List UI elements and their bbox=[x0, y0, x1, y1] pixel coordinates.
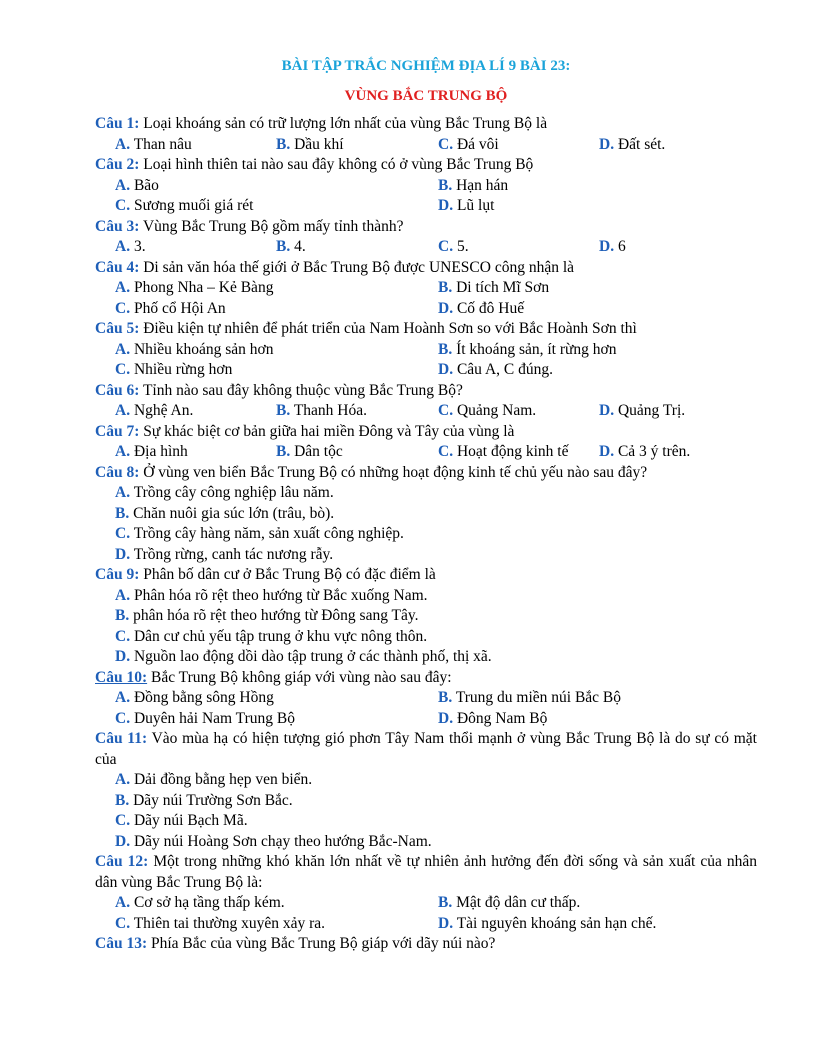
document-page bbox=[95, 56, 757, 955]
question-9 bbox=[95, 565, 757, 586]
option-c: C. Trồng cây hàng năm, sản xuất công nghiệp. bbox=[115, 525, 404, 542]
question-label: Câu 13: bbox=[95, 935, 148, 952]
question-label: Câu 11: bbox=[95, 730, 148, 747]
option-c: C. 5. bbox=[438, 238, 469, 255]
question-text: Sự khác biệt cơ bản giữa hai miền Đông và Tây của vùng là bbox=[143, 422, 515, 440]
options-4 bbox=[95, 278, 757, 319]
option-b: B. Hạn hán bbox=[438, 176, 509, 194]
option-a: A. Bão bbox=[115, 176, 159, 194]
option-b: B. phân hóa rõ rệt theo hướng từ Đông sang Tây. bbox=[115, 607, 419, 624]
option-d: D. Cả 3 ý trên. bbox=[599, 443, 691, 460]
option-b: B. Chăn nuôi gia súc lớn (trâu, bò). bbox=[115, 504, 335, 522]
options-8 bbox=[95, 483, 757, 565]
question-12 bbox=[95, 852, 757, 893]
options-6 bbox=[95, 401, 757, 422]
question-10 bbox=[95, 668, 757, 689]
question-text: Tỉnh nào sau đây không thuộc vùng Bắc Trung Bộ? bbox=[142, 381, 463, 399]
question-text: Phân bố dân cư ở Bắc Trung Bộ có đặc điểm là bbox=[143, 566, 436, 583]
option-c: C. Quảng Nam. bbox=[438, 402, 537, 419]
question-text: Vùng Bắc Trung Bộ gồm mấy tỉnh thành? bbox=[142, 217, 404, 235]
question-13 bbox=[95, 934, 757, 955]
option-a: A. Nghệ An. bbox=[115, 402, 194, 419]
option-b: B. Dãy núi Trường Sơn Bắc. bbox=[115, 791, 293, 809]
options-3 bbox=[95, 237, 757, 258]
question-label: Câu 9: bbox=[95, 566, 140, 583]
option-c: C. Nhiều rừng hơn bbox=[115, 361, 233, 378]
options-12 bbox=[95, 893, 757, 934]
question-label: Câu 7: bbox=[95, 422, 140, 440]
option-c: C. Phố cổ Hội An bbox=[115, 299, 226, 317]
option-b: B. Trung du miền núi Bắc Bộ bbox=[438, 689, 622, 706]
option-b: B. Dân tộc bbox=[276, 443, 343, 460]
option-c: C. Hoạt động kinh tế bbox=[438, 443, 569, 460]
question-1 bbox=[95, 114, 757, 135]
option-c: C. Đá vôi bbox=[438, 135, 499, 153]
options-11 bbox=[95, 770, 757, 852]
option-b: B. Mật độ dân cư thấp. bbox=[438, 894, 581, 911]
question-2 bbox=[95, 155, 757, 176]
question-text: Di sản văn hóa thế giới ở Bắc Trung Bộ được UNESCO công nhận là bbox=[143, 258, 575, 276]
question-text: Bắc Trung Bộ không giáp với vùng nào sau đây: bbox=[150, 668, 452, 686]
option-a: A. Nhiều khoáng sản hơn bbox=[115, 340, 274, 358]
question-label: Câu 12: bbox=[95, 853, 149, 870]
question-text: Vào mùa hạ có hiện tượng gió phơn Tây Nam thổi mạnh ở vùng Bắc Trung Bộ là do sự có mặt của bbox=[95, 730, 757, 768]
question-label: Câu 8: bbox=[95, 463, 140, 481]
option-a: A. Cơ sở hạ tầng thấp kém. bbox=[115, 894, 285, 911]
question-label: Câu 4: bbox=[95, 258, 140, 276]
question-label: Câu 6: bbox=[95, 381, 140, 399]
document-subtitle: VÙNG BẮC TRUNG BỘ bbox=[344, 88, 508, 104]
question-4 bbox=[95, 258, 757, 279]
option-d: D. Tài nguyên khoáng sản hạn chế. bbox=[438, 914, 657, 932]
option-a: A. Trồng cây công nghiệp lâu năm. bbox=[115, 484, 334, 501]
option-b: B. Thanh Hóa. bbox=[276, 402, 367, 419]
option-c: C. Dãy núi Bạch Mã. bbox=[115, 812, 248, 829]
option-b: B. Ít khoáng sản, ít rừng hơn bbox=[438, 340, 617, 358]
option-a: A. Dải đồng bằng hẹp ven biển. bbox=[115, 771, 313, 788]
question-8 bbox=[95, 463, 757, 484]
option-c: C. Dân cư chủ yếu tập trung ở khu vực nông thôn. bbox=[115, 627, 428, 645]
option-a: A. Đồng bằng sông Hồng bbox=[115, 689, 274, 706]
document-title: BÀI TẬP TRẮC NGHIỆM ĐỊA LÍ 9 BÀI 23: bbox=[281, 58, 571, 74]
question-6 bbox=[95, 381, 757, 402]
option-b: B. 4. bbox=[276, 238, 306, 255]
option-d: D. Nguồn lao động dồi dào tập trung ở các thành phố, thị xã. bbox=[115, 648, 492, 665]
option-a: A. 3. bbox=[115, 238, 146, 255]
option-d: D. Quảng Trị. bbox=[599, 402, 686, 419]
option-b: B. Di tích Mĩ Sơn bbox=[438, 279, 550, 296]
question-7 bbox=[95, 422, 757, 443]
options-10 bbox=[95, 688, 757, 729]
options-7 bbox=[95, 442, 757, 463]
option-c: C. Thiên tai thường xuyên xảy ra. bbox=[115, 914, 326, 932]
option-d: D. 6 bbox=[599, 238, 626, 255]
question-text: Điều kiện tự nhiên để phát triển của Nam Hoành Sơn so với Bắc Hoành Sơn thì bbox=[143, 320, 637, 337]
options-2 bbox=[95, 176, 757, 217]
option-d: D. Đông Nam Bộ bbox=[438, 709, 548, 727]
option-a: A. Địa hình bbox=[115, 443, 188, 460]
option-c: C. Duyên hải Nam Trung Bộ bbox=[115, 709, 295, 727]
option-d: D. Dãy núi Hoàng Sơn chạy theo hướng Bắc-Nam. bbox=[115, 832, 432, 850]
option-d: D. Lũ lụt bbox=[438, 197, 495, 214]
question-text: Ở vùng ven biển Bắc Trung Bộ có những hoạt động kinh tế chủ yếu nào sau đây? bbox=[143, 463, 648, 481]
question-3 bbox=[95, 217, 757, 238]
option-a: A. Phân hóa rõ rệt theo hướng từ Bắc xuống Nam. bbox=[115, 586, 428, 604]
question-text: Loại hình thiên tai nào sau đây không có ở vùng Bắc Trung Bộ bbox=[143, 156, 534, 173]
option-d: D. Câu A, C đúng. bbox=[438, 361, 553, 378]
option-d: D. Đất sét. bbox=[599, 135, 666, 153]
options-9 bbox=[95, 586, 757, 668]
option-a: A. Than nâu bbox=[115, 135, 192, 153]
options-1 bbox=[95, 135, 757, 156]
option-b: B. Dầu khí bbox=[276, 135, 344, 153]
option-d: D. Cố đô Huế bbox=[438, 299, 525, 317]
options-5 bbox=[95, 340, 757, 381]
option-d: D. Trồng rừng, canh tác nương rẫy. bbox=[115, 545, 334, 563]
question-label: Câu 1: bbox=[95, 115, 140, 132]
question-5 bbox=[95, 319, 757, 340]
question-11 bbox=[95, 729, 757, 770]
option-a: A. Phong Nha – Kẻ Bàng bbox=[115, 279, 274, 296]
question-label: Câu 2: bbox=[95, 156, 140, 173]
question-text: Một trong những khó khăn lớn nhất về tự nhiên ảnh hưởng đến đời sống và sản xuất của nhân dân vùng Bắc Trung Bộ là: bbox=[95, 853, 757, 891]
option-c: C. Sương muối giá rét bbox=[115, 197, 254, 214]
question-label: Câu 10: bbox=[95, 668, 148, 686]
question-label: Câu 3: bbox=[95, 217, 140, 235]
question-label: Câu 5: bbox=[95, 320, 140, 337]
question-text: Loại khoáng sản có trữ lượng lớn nhất của vùng Bắc Trung Bộ là bbox=[143, 115, 548, 132]
question-text: Phía Bắc của vùng Bắc Trung Bộ giáp với dãy núi nào? bbox=[150, 935, 496, 952]
